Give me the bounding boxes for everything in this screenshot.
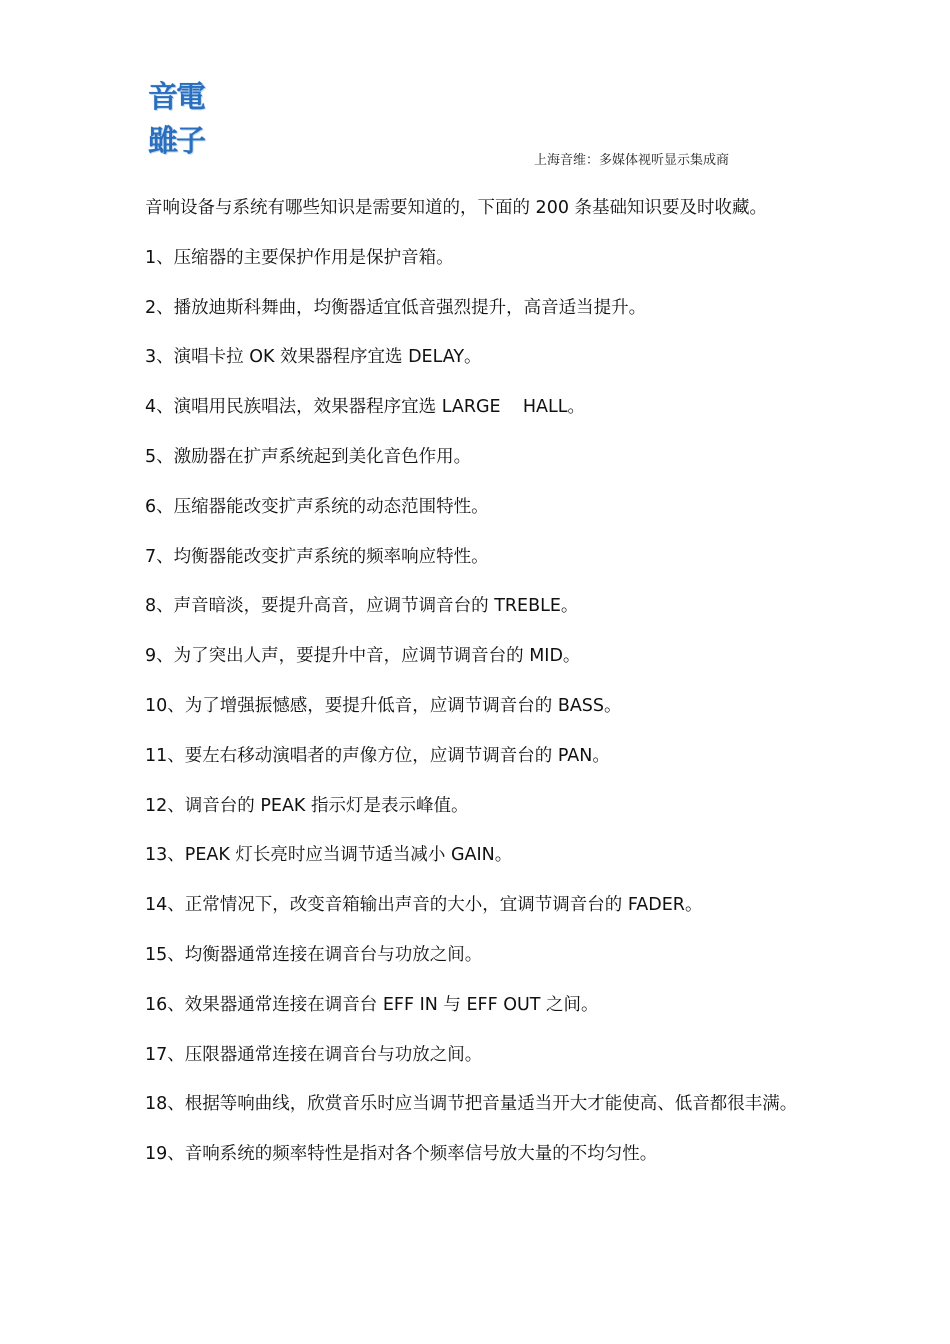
logo-line-2: 雖子 [148, 124, 204, 159]
list-item: 16、效果器通常连接在调音台 EFF IN 与 EFF OUT 之间。 [145, 994, 599, 1015]
list-item: 9、为了突出人声，要提升中音，应调节调音台的 MID。 [145, 646, 581, 667]
list-item: 7、均衡器能改变扩声系统的频率响应特性。 [145, 546, 489, 567]
list-item: 2、播放迪斯科舞曲，均衡器适宜低音强烈提升，高音适当提升。 [145, 297, 647, 318]
list-item: 10、为了增强振憾感，要提升低音，应调节调音台的 BASS。 [145, 695, 622, 716]
list-item: 11、要左右移动演唱者的声像方位，应调节调音台的 PAN。 [145, 745, 610, 766]
list-item: 18、根据等响曲线，欣赏音乐时应当调节把音量适当开大才能使高、低音都很丰满。 [145, 1094, 798, 1115]
list-item: 3、演唱卡拉 OK 效果器程序宜选 DELAY。 [145, 347, 482, 368]
list-item: 12、调音台的 PEAK 指示灯是表示峰值。 [145, 795, 469, 816]
list-item: 13、PEAK 灯长亮时应当调节适当减小 GAIN。 [145, 845, 513, 866]
list-item: 15、均衡器通常连接在调音台与功放之间。 [145, 944, 483, 965]
list-item: 4、演唱用民族唱法，效果器程序宜选 LARGE HALL。 [145, 397, 585, 418]
header-note: 上海音维：多媒体视听显示集成商 [534, 153, 730, 168]
document-body [145, 184, 815, 1180]
list-item: 8、声音暗淡，要提升高音，应调节调音台的 TREBLE。 [145, 596, 579, 617]
list-item: 19、音响系统的频率特性是指对各个频率信号放大量的不均匀性。 [145, 1144, 658, 1165]
logo-line-1: 音電 [148, 80, 204, 115]
list-item: 5、激励器在扩声系统起到美化音色作用。 [145, 446, 472, 467]
list-item: 6、压缩器能改变扩声系统的动态范围特性。 [145, 496, 489, 517]
list-item: 17、压限器通常连接在调音台与功放之间。 [145, 1044, 483, 1065]
intro-paragraph: 音响设备与系统有哪些知识是需要知道的，下面的 200 条基础知识要及时收藏。 [145, 198, 768, 218]
list-item: 14、正常情况下，改变音箱输出声音的大小，宜调节调音台的 FADER。 [145, 895, 703, 916]
company-logo [148, 76, 214, 164]
list-item: 1、压缩器的主要保护作用是保护音箱。 [145, 247, 454, 268]
